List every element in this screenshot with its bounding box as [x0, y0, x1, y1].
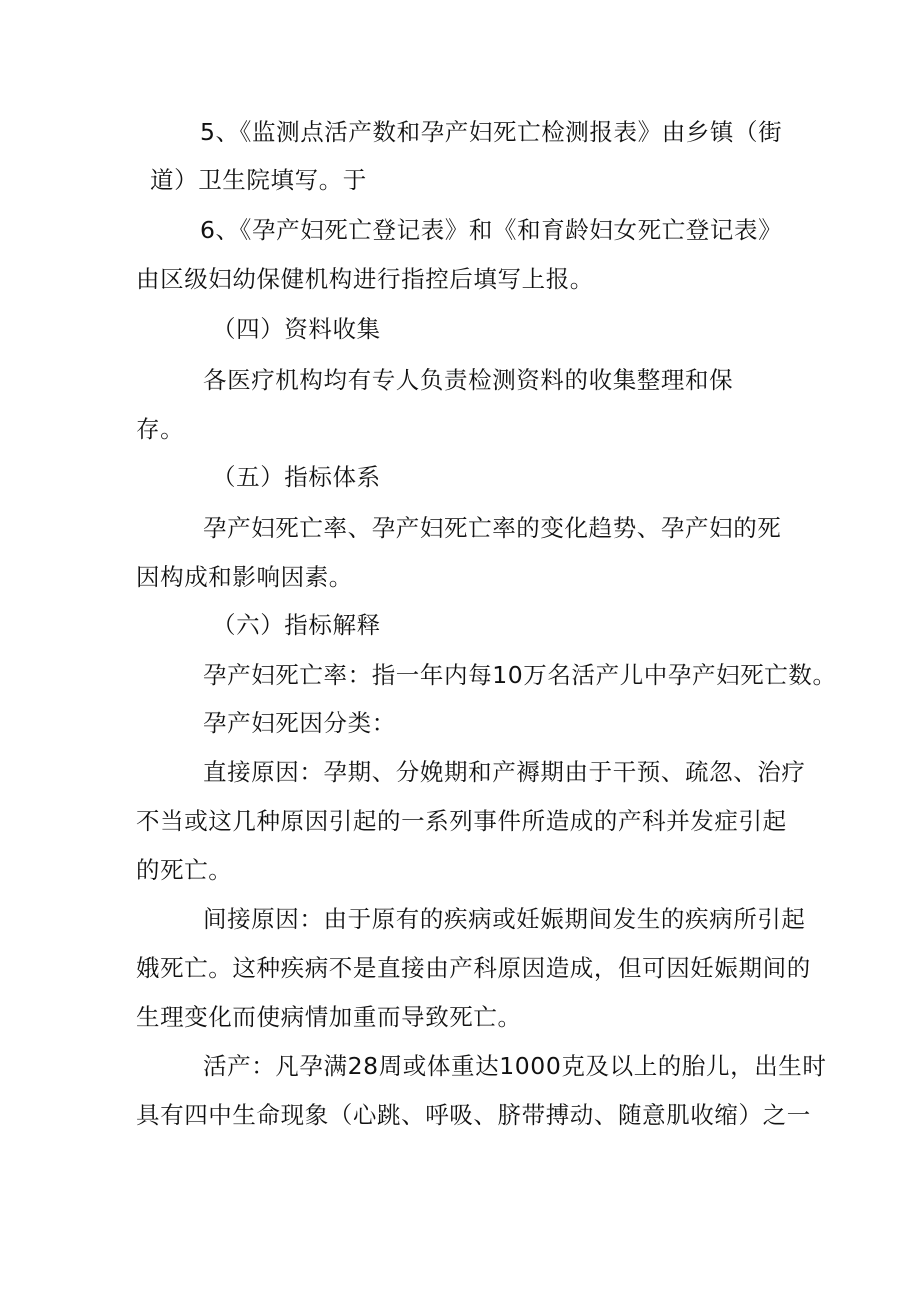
paragraph-line: 孕产妇死亡率、孕产妇死亡率的变化趋势、孕产妇的死	[203, 514, 782, 542]
paragraph-line: 5、《监测点活产数和孕产妇死亡检测报表》由乡镇（街	[200, 118, 783, 146]
section-heading: （六）指标解释	[212, 611, 381, 639]
paragraph-line: 道）卫生院填写。于	[150, 166, 367, 194]
paragraph-line: 孕产妇死因分类：	[203, 709, 396, 737]
paragraph-line: 因构成和影响因素。	[136, 563, 353, 591]
paragraph-line: 间接原因：由于原有的疾病或妊娠期间发生的疾病所引起	[203, 905, 806, 933]
paragraph-line: 孕产妇死亡率：指一年内每10万名活产儿中孕产妇死亡数。	[203, 661, 837, 689]
paragraph-line: 娥死亡。这种疾病不是直接由产科原因造成，但可因妊娠期间的	[136, 954, 811, 982]
paragraph-line: 不当或这几种原因引起的一系列事件所造成的产科并发症引起	[136, 807, 787, 835]
section-heading: （四）资料收集	[212, 315, 381, 343]
paragraph-line: 由区级妇幼保健机构进行指控后填写上报。	[136, 265, 594, 293]
paragraph-line: 活产：凡孕满28周或体重达1000克及以上的胎儿，出生时	[203, 1052, 827, 1080]
section-heading: （五）指标体系	[212, 463, 381, 491]
paragraph-line: 直接原因：孕期、分娩期和产褥期由于干预、疏忽、治疗	[203, 758, 806, 786]
paragraph-line: 生理变化而使病情加重而导致死亡。	[136, 1003, 522, 1031]
paragraph-line: 6、《孕产妇死亡登记表》和《和育龄妇女死亡登记表》	[200, 216, 783, 244]
paragraph-line: 存。	[136, 415, 185, 443]
paragraph-line: 的死亡。	[136, 856, 233, 884]
paragraph-line: 具有四中生命现象（心跳、呼吸、脐带搏动、随意肌收缩）之一	[136, 1101, 811, 1129]
paragraph-line: 各医疗机构均有专人负责检测资料的收集整理和保	[203, 366, 734, 394]
